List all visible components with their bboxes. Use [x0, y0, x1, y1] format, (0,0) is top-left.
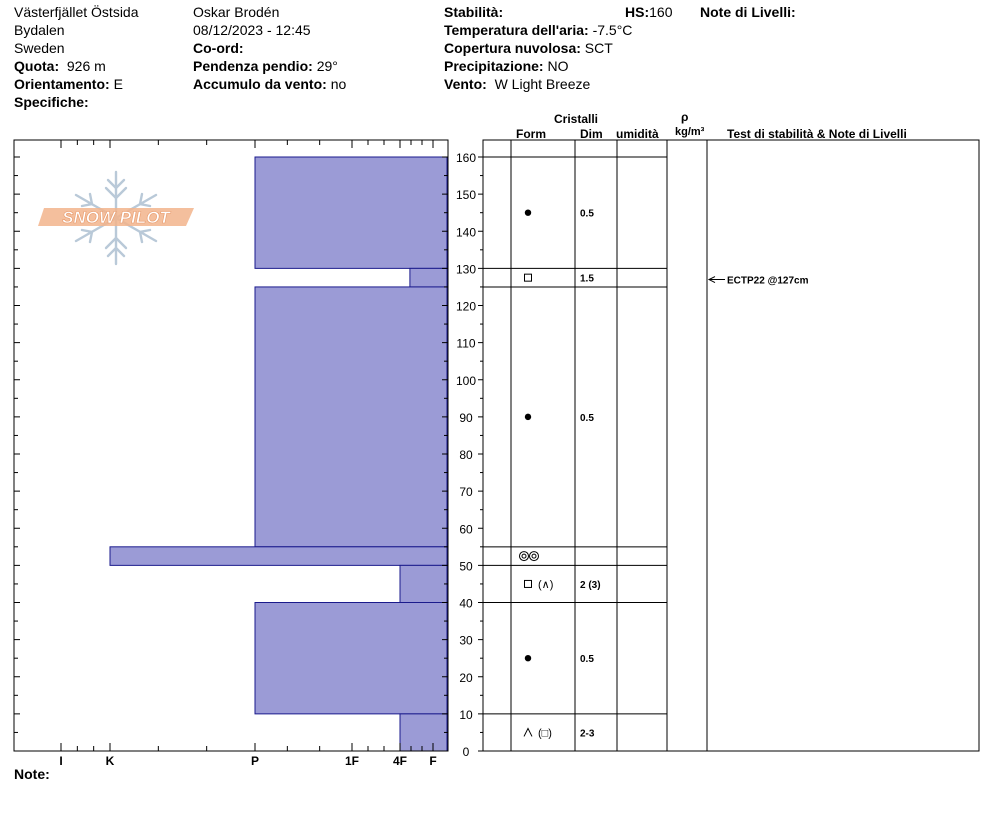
- aspect-value: E: [113, 76, 123, 92]
- moisture-header: umidità: [616, 127, 659, 141]
- height-label-120: 120: [455, 299, 477, 314]
- faceted-grain-icon: [525, 274, 532, 281]
- height-label-90: 90: [459, 410, 473, 425]
- secondary-form-label: (∧): [538, 578, 554, 591]
- form-symbol-4: [520, 552, 539, 561]
- form-header: Form: [516, 127, 546, 141]
- height-label-50: 50: [459, 559, 473, 574]
- form-symbol-5: [525, 579, 554, 591]
- precip-value: NO: [547, 58, 569, 74]
- melt-freeze-icon-2: [530, 552, 539, 561]
- height-label-100: 100: [455, 373, 477, 388]
- coord-label: Co-ord:: [193, 40, 244, 56]
- height-label-70: 70: [459, 485, 473, 500]
- hardness-bar-6: [255, 603, 447, 714]
- melt-freeze-inner-icon-2: [532, 554, 536, 558]
- hardness-label-4F: 4F: [392, 754, 408, 768]
- rounded-grain-icon: [525, 655, 531, 661]
- hardness-bar-1: [255, 157, 447, 268]
- elevation-label: Quota:: [14, 58, 60, 74]
- hs-value: 160: [649, 4, 673, 20]
- stability-test-label-1: ECTP22 @127cm: [727, 275, 809, 287]
- density-symbol: ρ: [681, 110, 689, 124]
- height-label-140: 140: [455, 225, 477, 240]
- stability-annotations: [709, 276, 809, 287]
- faceted-grain-icon: [525, 580, 532, 587]
- chart-frames: [14, 140, 979, 751]
- height-label-10: 10: [459, 707, 473, 722]
- form-symbol-3: [525, 414, 531, 420]
- grain-size-2: 1.5: [580, 273, 594, 285]
- sky-value: SCT: [584, 40, 613, 56]
- height-label-60: 60: [459, 522, 473, 537]
- wind-label: Vento:: [444, 76, 487, 92]
- hardness-bar-5: [400, 565, 447, 602]
- layer-notes-label: Note di Livelli:: [700, 4, 796, 20]
- form-symbol-1: [525, 209, 531, 215]
- form-symbol-6: [525, 655, 531, 661]
- area-name: Bydalen: [14, 22, 65, 38]
- logo-text: SNOW PILOT: [62, 208, 170, 227]
- elevation-value: 926 m: [66, 58, 106, 74]
- form-symbol-2: [525, 274, 532, 281]
- crystals-header: Cristalli: [554, 112, 599, 126]
- grain-size-5: 2 (3): [580, 579, 601, 591]
- rounded-grain-icon: [525, 209, 531, 215]
- hs-label: HS:: [625, 4, 650, 20]
- hardness-bar-3: [255, 287, 447, 547]
- height-label-130: 130: [455, 262, 477, 277]
- wind-value: W Light Breeze: [494, 76, 591, 92]
- height-label-110: 110: [456, 336, 476, 351]
- air-temp-label: Temperatura dell'aria:: [444, 22, 589, 38]
- grain-size-7: 2-3: [580, 728, 595, 740]
- hardness-label-I: I: [59, 754, 63, 768]
- hardness-label-P: P: [250, 754, 260, 768]
- height-label-30: 30: [459, 633, 473, 648]
- height-label-40: 40: [459, 596, 473, 611]
- form-symbol-7: [524, 727, 552, 739]
- country-name: Sweden: [14, 40, 65, 56]
- hardness-bar-2: [410, 268, 447, 287]
- air-temp-value: -7.5°C: [592, 22, 633, 38]
- grain-size-3: 0.5: [580, 412, 594, 424]
- hardness-bar-4: [110, 547, 447, 566]
- height-label-0: 0: [462, 745, 470, 759]
- stability-label: Stabilità:: [444, 4, 504, 20]
- hardness-bars: [110, 157, 447, 751]
- rounded-grain-icon: [525, 414, 531, 420]
- precip-label: Precipitazione:: [444, 58, 544, 74]
- depth-hoar-icon: [524, 728, 532, 736]
- wind-loading-label: Accumulo da vento:: [193, 76, 327, 92]
- observation-datetime: 08/12/2023 - 12:45: [193, 22, 311, 38]
- notes-label: Note:: [14, 766, 50, 782]
- grain-size-6: 0.5: [580, 654, 594, 666]
- melt-freeze-inner-icon: [522, 554, 526, 558]
- hardness-label-1F: 1F: [344, 754, 360, 768]
- density-unit: kg/m³: [675, 126, 705, 138]
- slope-label: Pendenza pendio:: [193, 58, 313, 74]
- size-header: Dim: [580, 127, 603, 141]
- stability-notes-header: Test di stabilità & Note di Livelli: [727, 127, 907, 141]
- height-label-160: 160: [455, 151, 477, 165]
- wind-loading-value: no: [330, 76, 347, 92]
- specifics-label: Specifiche:: [14, 94, 89, 110]
- aspect-label: Orientamento:: [14, 76, 110, 92]
- hardness-label-K: K: [105, 754, 115, 768]
- observer-name: Oskar Brodén: [193, 4, 280, 20]
- height-label-150: 150: [455, 188, 477, 203]
- grain-size-1: 0.5: [580, 208, 594, 220]
- sky-label: Copertura nuvolosa:: [444, 40, 581, 56]
- slope-value: 29°: [316, 58, 338, 74]
- melt-freeze-icon: [520, 552, 529, 561]
- height-label-80: 80: [459, 448, 473, 462]
- notes-frame: [707, 140, 979, 751]
- crystal-table-frame: [483, 140, 707, 751]
- secondary-form-label: (□): [538, 727, 552, 740]
- hardness-label-F: F: [429, 754, 437, 768]
- height-label-20: 20: [459, 670, 473, 685]
- hardness-bar-7: [400, 714, 447, 751]
- location-name: Västerfjället Östsida: [14, 4, 139, 20]
